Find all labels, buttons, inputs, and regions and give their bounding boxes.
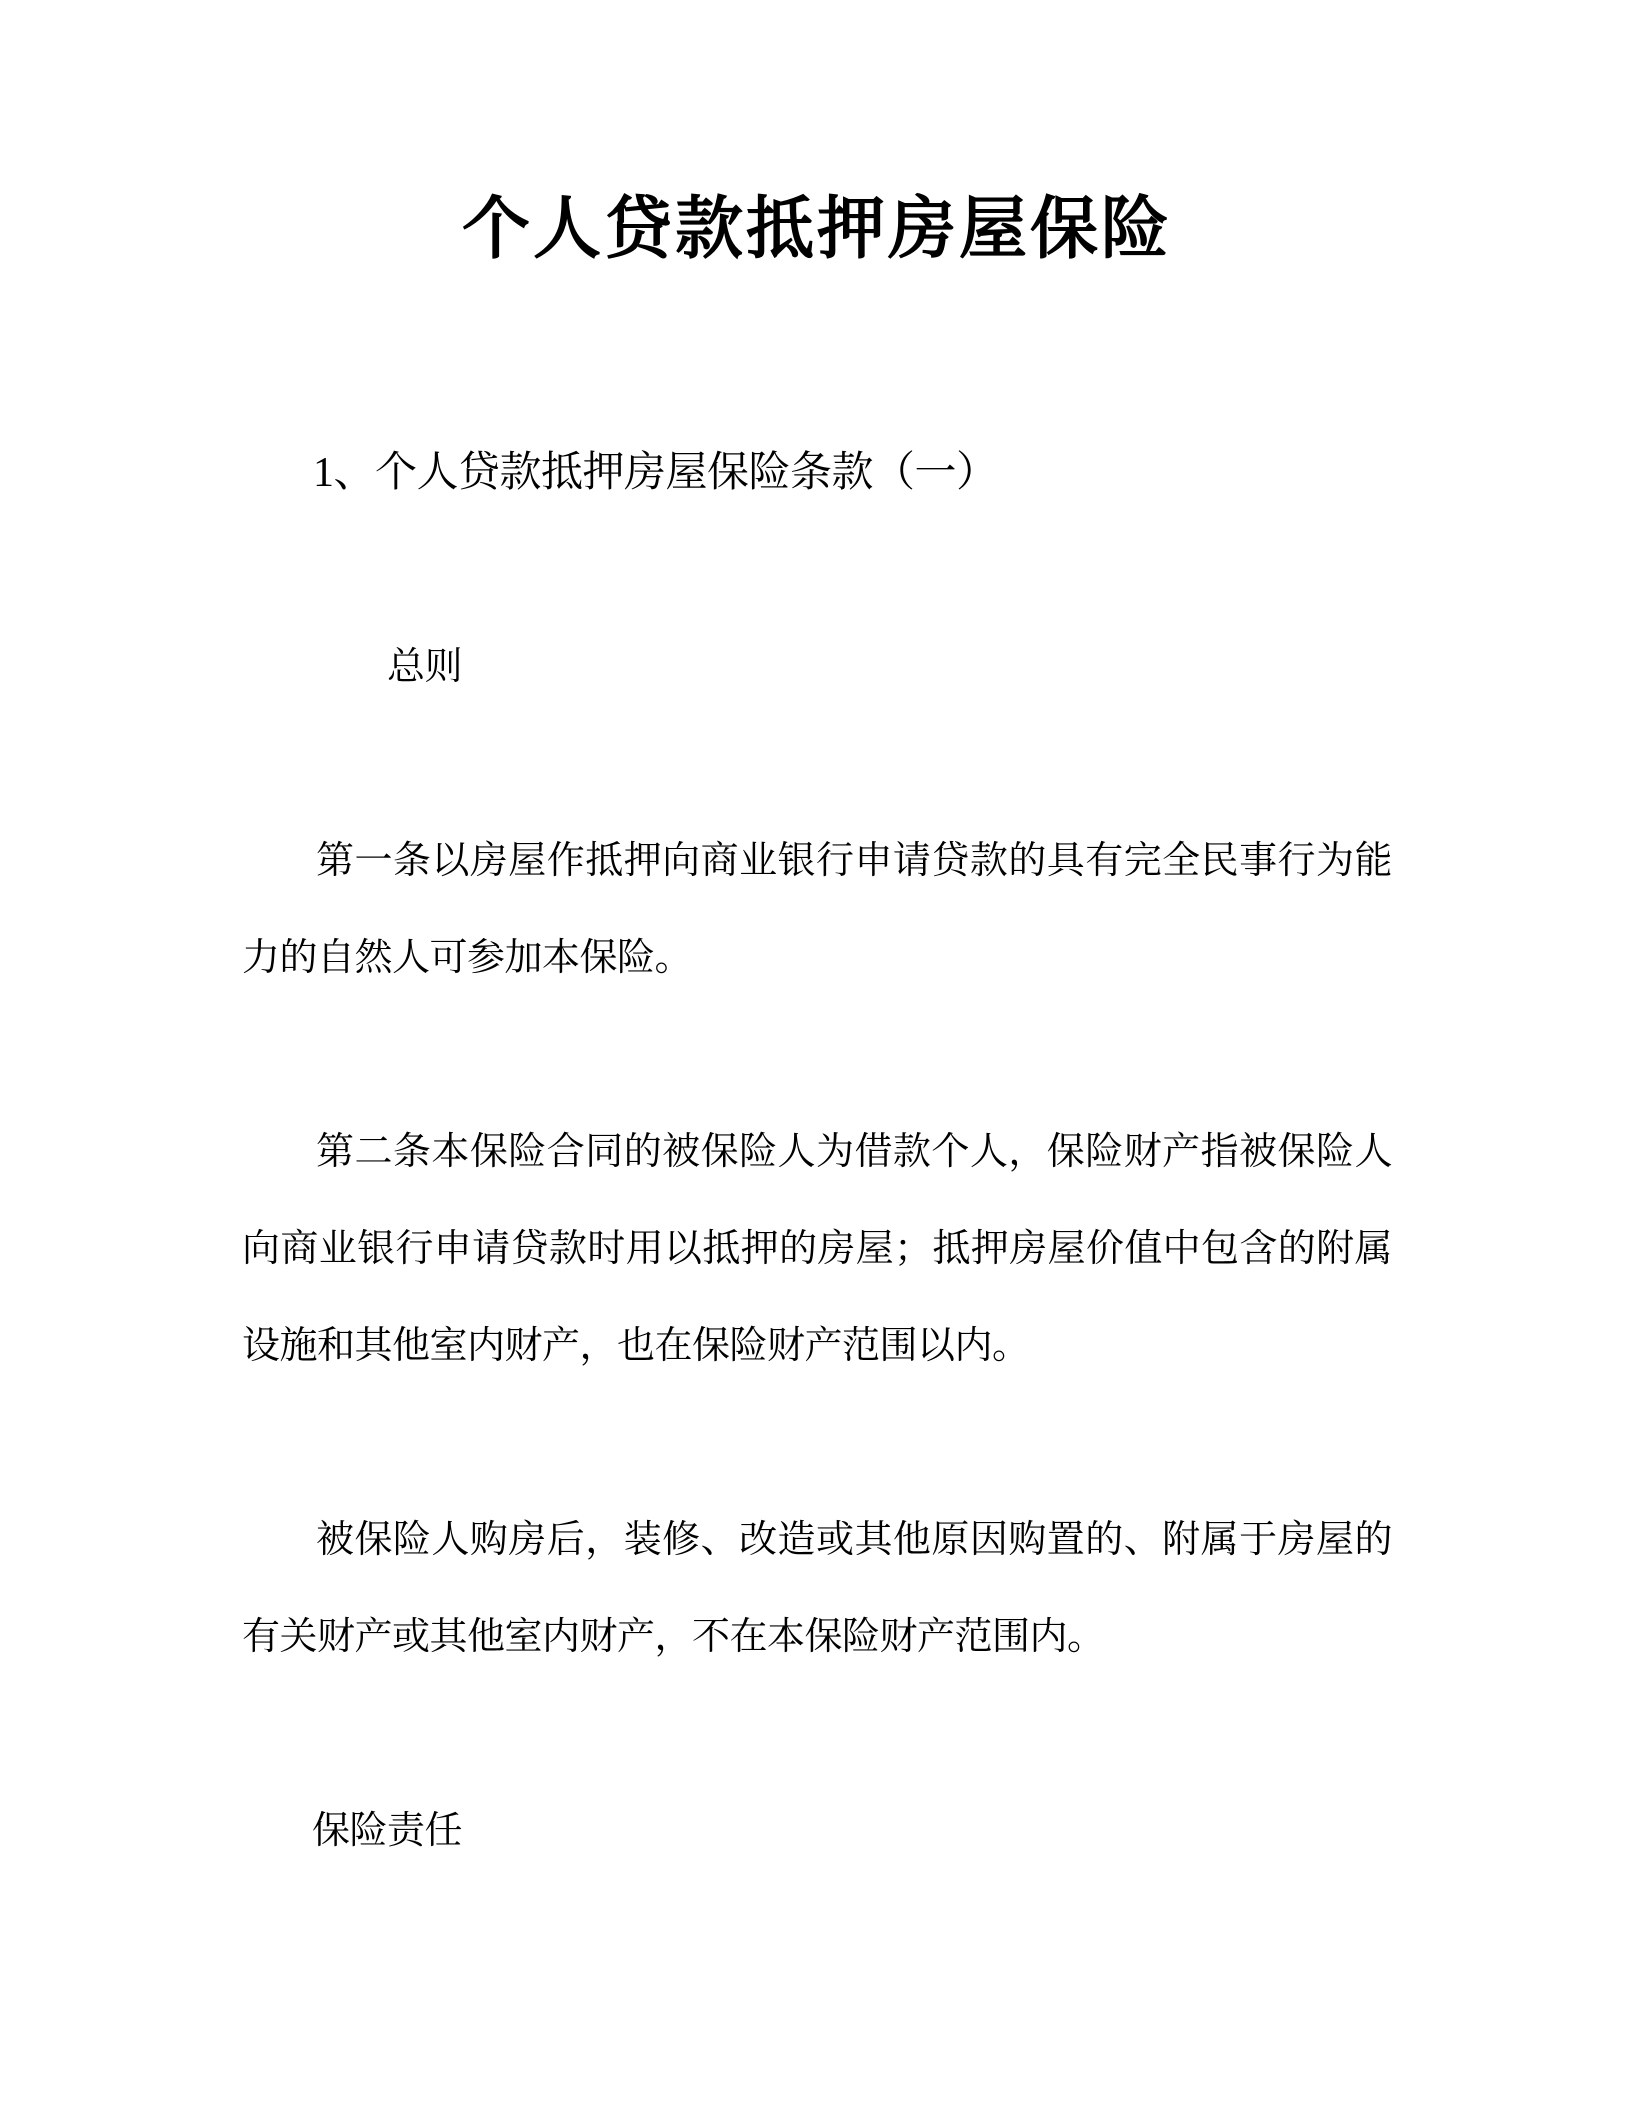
paragraph-excluded-property: 被保险人购房后，装修、改造或其他原因购置的、附属于房屋的有关财产或其他室内财产，不在本保险财产范围内。: [242, 1519, 1392, 1658]
paragraph-article-2: 第二条本保险合同的被保险人为借款个人，保险财产指被保险人向商业银行申请贷款时用以抵押的房屋；抵押房屋价值中包含的附属设施和其他室内财产，也在保险财产范围以内。: [242, 1131, 1392, 1367]
document-title: 个人贷款抵押房屋保险: [461, 191, 1172, 267]
subheading-general-provisions: 总则: [387, 646, 463, 688]
paragraph-article-1: 第一条以房屋作抵押向商业银行申请贷款的具有完全民事行为能力的自然人可参加本保险。: [242, 840, 1392, 979]
subheading-insurance-liability: 保险责任: [312, 1810, 463, 1852]
clause-list-heading: 1、个人贷款抵押房屋保险条款（一）: [313, 450, 998, 496]
